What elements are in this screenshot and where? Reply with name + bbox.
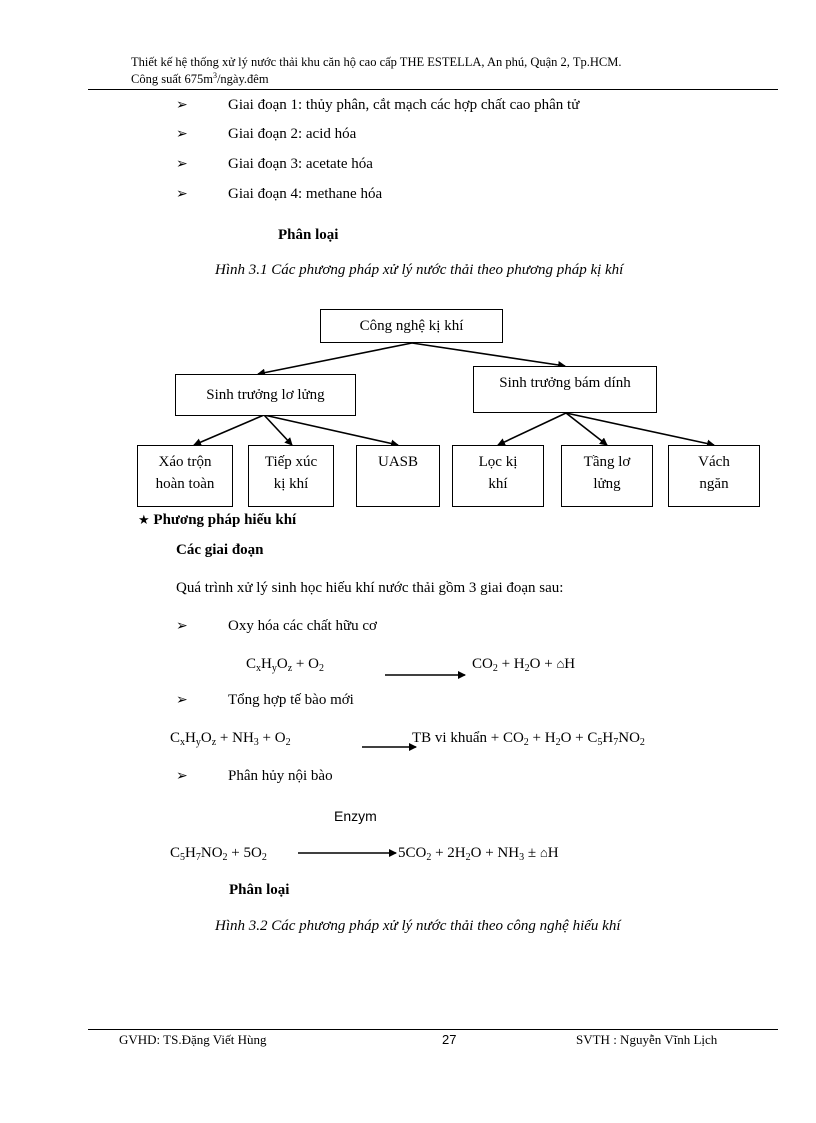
equation-1-products: $CO_2 + H_2O$ + ⌂H [472,656,576,674]
stages-heading: Các giai đoạn [176,542,264,558]
footer-advisor: GVHD: TS.Đặng Viết Hùng [119,1032,267,1047]
aerobic-stage-1 [176,618,377,635]
header-capacity-sup: 3 [212,71,217,80]
equation-1-reactants: $C_xH_yO_z + O_2$ [246,656,324,674]
leaf-line: UASB [377,454,418,470]
bullet-arrow-icon: ➢ [176,618,188,634]
arrow-left-to-leaf3 [264,415,398,445]
aerobic-stage-3 [176,768,333,785]
bullet-arrow-icon: ➢ [176,97,188,113]
figure-2-caption: Hình 3.2 Các phương pháp xử lý nước thải theo công nghệ hiếu khí [215,918,621,934]
anaerobic-stage-2-text: Giai đoạn 2: acid hóa [228,126,357,142]
leaf-line: Tiếp xúc [264,454,318,470]
aerobic-section-title-text: Phương pháp hiếu khí [153,512,297,528]
anaerobic-stage-4-text: Giai đoạn 4: methane hóa [228,186,383,202]
diagram-leaf-anaerobic-contact [248,445,334,507]
leaf-line: ngăn [699,476,729,492]
anaerobic-stage-1-text: Giai đoạn 1: thủy phân, cắt mạch các hợp chất cao phân tử [228,97,580,113]
enzyme-label: Enzym [334,808,377,824]
leaf-line: Lọc kị [478,454,518,470]
leaf-line: khí [488,476,508,492]
leaf-line: kị khí [273,476,309,492]
equation-3-products: $5CO_2 + 2H_2O + NH_3$ ± ⌂H [398,845,559,863]
bullet-arrow-icon: ➢ [176,126,188,142]
leaf-line: Xáo trộn [158,454,212,470]
diagram-leaf-complete-mix [137,445,233,507]
bullet-arrow-icon: ➢ [176,156,188,172]
arrow-left-to-leaf2 [264,415,292,445]
aerobic-intro: Quá trình xử lý sinh học hiếu khí nước thải gồm 3 giai đoạn sau: [176,580,564,596]
arrow-left-to-leaf1 [194,415,264,445]
aerobic-section-title [138,512,296,529]
footer-rule [88,1029,778,1030]
anaerobic-stage-3-text: Giai đoạn 3: acetate hóa [228,156,373,172]
leaf-line: lửng [593,476,621,492]
arrow-right-to-leaf4 [498,413,566,445]
arrow-right-to-leaf6 [566,413,714,445]
page-number: 27 [442,1032,457,1047]
bullet-arrow-icon: ➢ [176,186,188,202]
equation-2-reactants: $C_xH_yO_z + NH_3 + O_2$ [170,730,291,748]
classification-heading-2: Phân loại [229,882,290,898]
equation-2-cell-label: TB vi khuẩn [412,730,487,746]
header-capacity-prefix: Công suất 675m [131,72,213,86]
arrow-root-to-right [412,343,565,366]
leaf-line: Tầng lơ [583,454,631,470]
footer-student: SVTH : Nguyễn Vĩnh Lịch [576,1032,718,1047]
header-capacity-suffix: /ngày.đêm [216,72,269,86]
figure-1-caption: Hình 3.1 Các phương pháp xử lý nước thải theo phương pháp kị khí [215,262,624,278]
aerobic-stage-3-text: Phân hủy nội bào [228,768,333,784]
diagram-branch-suspended: Sinh trưởng lơ lửng [175,374,356,416]
classification-heading-1: Phân loại [278,227,339,243]
diagram-root-box: Công nghệ kị khí [320,309,503,343]
diagram-branch-attached: Sinh trưởng bám dính [473,366,657,413]
diagram-leaf-uasb [356,445,440,507]
leaf-line: Vách [698,454,730,470]
bullet-arrow-icon: ➢ [176,692,188,708]
diagram-connectors [0,0,816,520]
equation-2-products: TB vi khuẩn + $CO_2 + H_2O + C_5H_7NO_2$ [412,730,645,748]
aerobic-stage-2-text: Tổng hợp tế bào mới [228,692,354,708]
arrow-root-to-left [258,343,412,374]
bullet-arrow-icon: ➢ [176,768,188,784]
header-title: Thiết kế hệ thống xử lý nước thải khu căn hộ cao cấp THE ESTELLA, An phú, Quận 2, Tp.HCM. [131,55,622,69]
diagram-leaf-fluidized-bed [561,445,653,507]
diagram-leaf-anaerobic-filter [452,445,544,507]
star-icon: ★ [138,512,150,527]
aerobic-stage-2 [176,692,354,709]
leaf-line: hoàn toàn [155,476,215,492]
equation-3-reactants: $C_5H_7NO_2 + 5O_2$ [170,845,267,863]
aerobic-stage-1-text: Oxy hóa các chất hữu cơ [228,618,377,634]
diagram-leaf-baffled [668,445,760,507]
